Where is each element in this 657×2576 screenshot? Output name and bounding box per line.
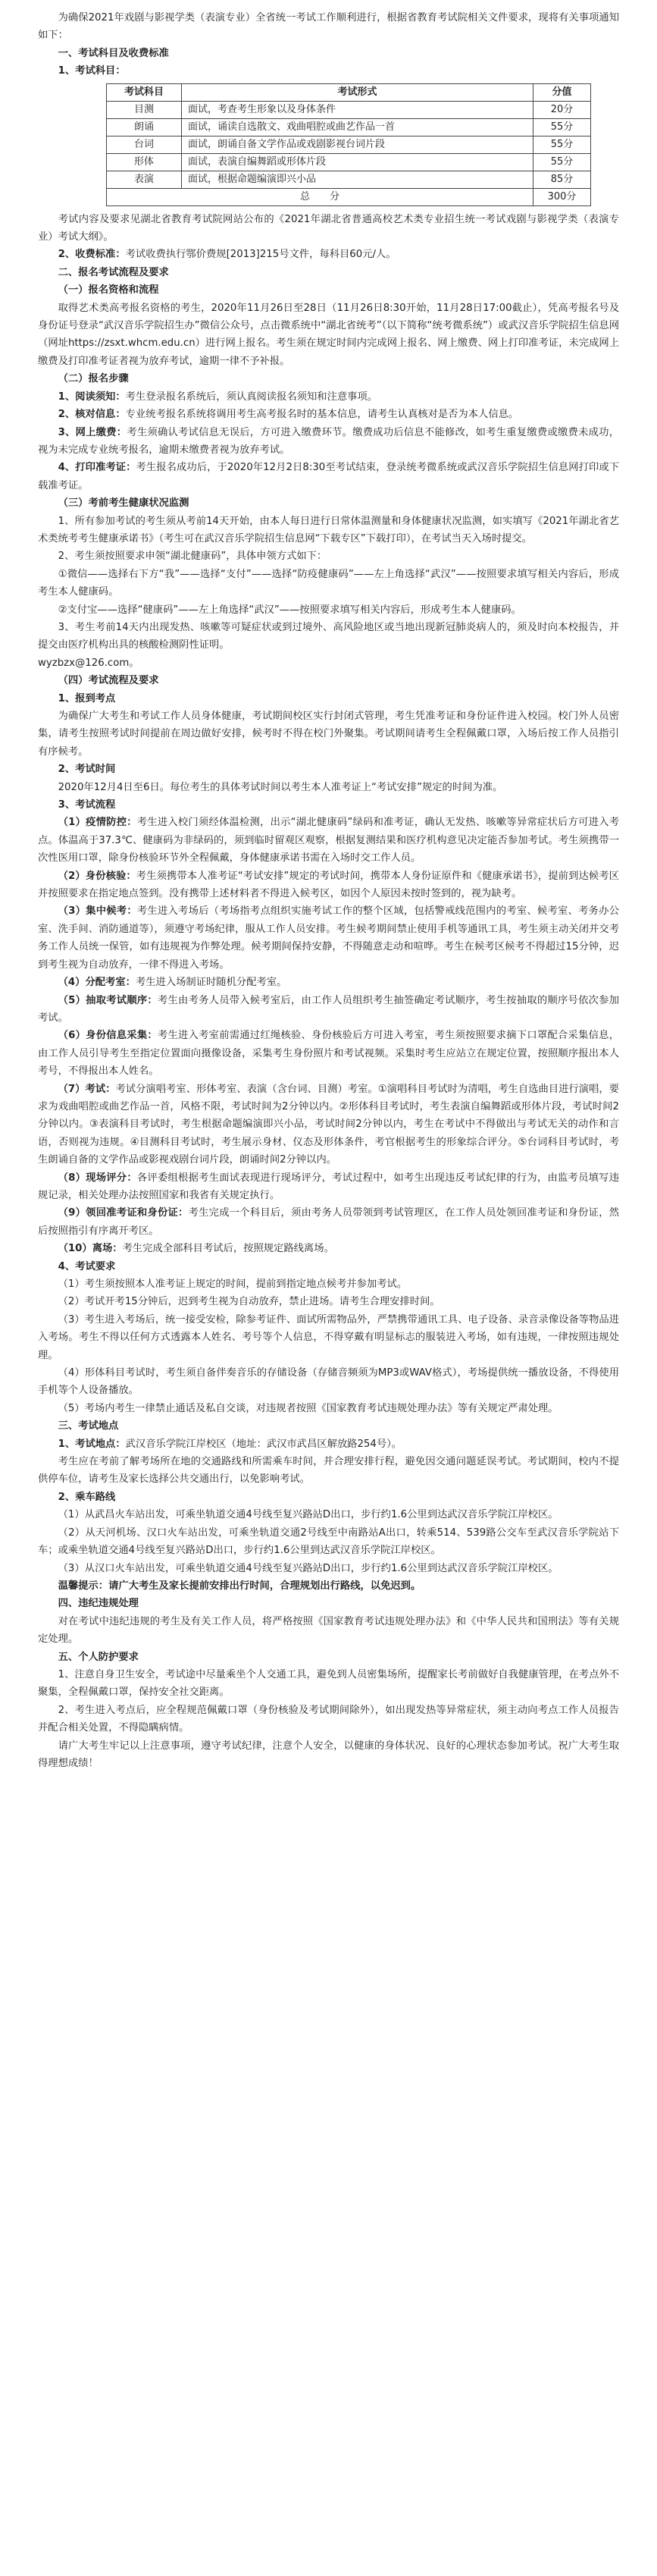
location-text: 武汉音乐学院江岸校区（地址：武汉市武昌区解放路254号）。 <box>125 1438 402 1450</box>
table-cell: 55分 <box>533 118 591 136</box>
location-paragraph: 考生应在考前了解考场所在地的交通路线和所需乘车时间，并合理安排行程，避免因交通问题延误考试。考试期间，校内不提供停车位，请考生及家长选择公共交通出行，以免影响考试。 <box>38 1456 619 1486</box>
fee-text: 考试收费执行鄂价费规[2013]215号文件，每科目60元/人。 <box>125 249 396 261</box>
closing-paragraph: 请广大考生牢记以上注意事项，遵守考试纪律，注意个人安全，以健康的身体状况、良好的心理状态参加考试。祝广大考生取得理想成绩！ <box>38 1740 619 1769</box>
procedure-text: 各评委组根据考生面试表现进行现场评分，考试过程中，如考生出现违反考试纪律的行为，由监考员填写违规记录，相关处理办法按照国家和我省有关规定执行。 <box>38 1172 619 1201</box>
exam-location <box>38 1435 619 1453</box>
section-4-heading: 四、违纪违规处理 <box>58 1598 139 1610</box>
table-row <box>107 101 591 118</box>
reminder-text: 请广大考生及家长提前安排出行时间，合理规划出行路线，以免迟到。 <box>108 1580 421 1592</box>
table-cell: 面试，诵读自选散文、戏曲唱腔或曲艺作品一首 <box>181 118 533 136</box>
check-in-heading: 1、报到考点 <box>58 692 116 704</box>
table-header-row <box>107 83 591 101</box>
procedure-text: 考生由考务人员带入候考室后，由工作人员组织考生抽签确定考试顺序，考生按抽取的顺序号依次参加考试。 <box>38 994 619 1024</box>
procedure-label: （7）考试： <box>58 1083 116 1095</box>
health-paragraph-3: 3、考生考前14天内出现发热、咳嗽等可疑症状或到过境外、高风险地区或当地出现新冠肺炎病人的，须及时向本校报告，并提交由医疗机构出具的核酸检测阴性证明。 <box>38 621 619 651</box>
procedure-item <box>38 902 619 974</box>
step-text: 考生须确认考试信息无误后，方可进入缴费环节。缴费成功后信息不能修改，如考生重复缴费或缴费未成功，视为未完成专业统考报名，逾期未缴费者视为放弃考试。 <box>38 426 619 456</box>
procedure-label: （5）抽取考试顺序： <box>58 994 158 1006</box>
procedure-label: （10）离场： <box>58 1243 123 1255</box>
section-3-heading: 三、考试地点 <box>58 1420 119 1432</box>
exam-time-paragraph: 2020年12月4日至6日。每位考生的具体考试时间以考生本人准考证上“考试安排”规定的时间为准。 <box>58 781 503 793</box>
exam-requirements-heading: 4、考试要求 <box>58 1260 116 1272</box>
table-cell: 朗诵 <box>107 118 182 136</box>
step-item <box>38 406 619 423</box>
section-1-heading: 一、考试科目及收费标准 <box>58 47 169 59</box>
health-alipay-steps: ②支付宝——选择“健康码”——左上角选择“武汉”——按照要求填写相关内容后，形成考生本人健康码。 <box>58 604 521 616</box>
step-text: 考生登录报名系统后，须认真阅读报名须知和注意事项。 <box>125 391 378 403</box>
table-cell: 表演 <box>107 171 182 188</box>
table-row <box>107 118 591 136</box>
total-value: 300分 <box>533 188 591 206</box>
fee-label: 2、收费标准： <box>58 249 126 261</box>
health-paragraph-1: 1、所有参加考试的考生须从考前14天开始，由本人每日进行日常体温测量和身体健康状况监测，如实填写《2021年湖北省艺术类统考考生健康承诺书》（考生可在武汉音乐学院招生信息网“下载专区”下载打印），在考试当天入场时提交。 <box>38 515 619 544</box>
table-cell: 台词 <box>107 136 182 153</box>
procedure-text: 考生进入校门须经体温检测，出示“湖北健康码”绿码和准考证，确认无发热、咳嗽等异常症状后方可进入考点。体温高于37.3℃、健康码为非绿码的，须到临时留观区观察，根据复测结果和医疗机构意见决定能否参加考试。考生须携带一次性医用口罩，除身份核验环节外全程佩戴，身体健康承诺书需在入场时交工作人员。 <box>38 817 619 864</box>
step-text: 专业统考报名系统将调用考生高考报名时的基本信息，请考生认真核对是否为本人信息。 <box>125 409 519 421</box>
table-cell: 目测 <box>107 101 182 118</box>
procedure-label: （4）分配考室： <box>58 977 136 989</box>
exam-procedure-heading: 3、考试流程 <box>58 799 116 811</box>
table-cell: 55分 <box>533 153 591 171</box>
requirement-item: （1）考生须按照本人准考证上规定的时间，提前到指定地点候考并参加考试。 <box>58 1279 408 1290</box>
procedure-item <box>38 868 619 903</box>
table-header-cell: 考试形式 <box>181 83 533 101</box>
step-text: 考生报名成功后，于2020年12月2日8:30至考试结束，登录统考微系统或武汉音乐学院招生信息网打印或下载准考证。 <box>38 462 619 491</box>
procedure-label: （8）现场评分： <box>58 1172 137 1184</box>
protection-paragraph-2: 2、考生进入考点后，应全程规范佩戴口罩（身份核验及考试期间除外），如出现发热等异常症状，须主动向考点工作人员报告并配合相关处置，不得隐瞒病情。 <box>38 1704 619 1734</box>
health-paragraph-2: 2、考生须按照要求申领“湖北健康码”，具体申领方式如下： <box>58 551 327 563</box>
procedure-label: （6）身份信息采集： <box>58 1030 158 1042</box>
route-item: （3）从汉口火车站出发，可乘坐轨道交通4号线至复兴路站D出口，步行约1.6公里到达武汉音乐学院江岸校区。 <box>58 1562 558 1574</box>
table-cell: 面试，根据命题编演即兴小品 <box>181 171 533 188</box>
procedure-text: 考生进入考场后（考场指考点组织实施考试工作的整个区域，包括警戒线范围内的考室、候考室、考务办公室、洗手间、消防通道等），须遵守考场纪律，服从工作人员安排。考生候考期间禁止使用手机等通讯工具，考生须主动关闭并交考务工作人员统一保管，如有违规视为作弊处理。候考期间保持安静，不得随意走动和喧哗。考生在候考区候考不得超过15分钟，迟到考生视为自动放弃，一律不得进入考场。 <box>38 905 619 971</box>
contact-email[interactable]: wyzbzx@126.com。 <box>38 657 139 669</box>
requirement-item: （2）考试开考15分钟后，迟到考生视为自动放弃，禁止进场。请考生合理安排时间。 <box>58 1296 440 1308</box>
fee-standard <box>38 246 619 263</box>
location-label: 1、考试地点： <box>58 1438 126 1450</box>
intro-paragraph: 为确保2021年戏剧与影视学类（表演专业）全省统一考试工作顺利进行，根据省教育考试院相关文件要求，现将有关事项通知如下： <box>38 12 619 42</box>
table-cell: 面试，朗诵自备文学作品或戏剧影视台词片段 <box>181 136 533 153</box>
requirement-item: （4）形体科目考试时，考生须自备伴奏音乐的存储设备（存储音频须为MP3或WAV格式），考场提供统一播放设备，不得使用手机等个人设备播放。 <box>38 1367 619 1397</box>
registration-heading: （一）报名资格和流程 <box>58 284 159 297</box>
table-cell: 面试，考查考生形象以及身体条件 <box>181 101 533 118</box>
table-row <box>107 136 591 153</box>
procedure-item <box>38 992 619 1028</box>
table-cell: 55分 <box>533 136 591 153</box>
step-item <box>38 424 619 460</box>
syllabus-note: 考试内容及要求见湖北省教育考试院网站公布的《2021年湖北省普通高校艺术类专业招生统一考试戏剧与影视学类（表演专业）考试大纲》。 <box>38 213 619 243</box>
step-label: 3、网上缴费： <box>58 426 127 438</box>
health-wechat-steps: ①微信——选择右下方“我”——选择“支付”——选择“防疫健康码”——左上角选择“武汉”——按照要求填写相关内容后，形成考生本人健康码。 <box>38 568 619 598</box>
step-item <box>38 388 619 406</box>
exam-time-heading: 2、考试时间 <box>58 764 116 776</box>
registration-steps-heading: （二）报名步骤 <box>58 373 129 385</box>
step-item <box>38 459 619 494</box>
procedure-item <box>38 814 619 867</box>
bus-route-heading: 2、乘车路线 <box>58 1491 116 1503</box>
warm-reminder <box>38 1577 619 1595</box>
step-label: 1、阅读须知： <box>58 391 126 403</box>
step-label: 4、打印准考证： <box>58 462 136 474</box>
section-5-heading: 五、个人防护要求 <box>58 1651 139 1663</box>
table-cell: 85分 <box>533 171 591 188</box>
procedure-label: （2）身份核验： <box>58 870 136 882</box>
registration-paragraph: 取得艺术类高考报名资格的考生，2020年11月26日至28日（11月26日8:30开始，11月28日17:00截止），凭高考报名号及身份证号登录“武汉音乐学院招生办”微信公众号，点击微系统中“湖北省统考”（以下简称“统考微系统”）或武汉音乐学院招生信息网（网址https://zsxt.whcm.edu.cn）进行网上报名。考生须在规定时间内完成网上报名、网上缴费、网上打印准考证，未完成网上缴费及打印准考证者视为放弃考试，逾期一律不予补报。 <box>38 302 619 367</box>
total-label: 总 分 <box>107 188 533 206</box>
table-header-cell: 考试科目 <box>107 83 182 101</box>
exam-flow-heading: （四）考试流程及要求 <box>58 675 159 687</box>
protection-paragraph-1: 1、注意自身卫生安全，考试途中尽量乘坐个人交通工具，避免到人员密集场所，提醒家长考前做好自我健康管理，在考点外不聚集，全程佩戴口罩，保持安全社交距离。 <box>38 1668 619 1699</box>
table-row <box>107 153 591 171</box>
procedure-item <box>38 974 619 991</box>
violation-paragraph: 对在考试中违纪违规的考生及有关工作人员，将严格按照《国家教育考试违规处理办法》和《中华人民共和国刑法》等有关规定处理。 <box>38 1615 619 1646</box>
procedure-text: 考生须携带本人准考证“考试安排”规定的考试时间，携带本人身份证原件和《健康承诺书》，提前到达候考区并按照要求在指定地点签到。没有携带上述材料者不得进入候考区，如因个人原因未按时签到的，视为缺考。 <box>38 870 619 900</box>
requirement-item: （3）考生进入考场后，统一接受安检，除参考证件、面试所需物品外，严禁携带通讯工具、电子设备、录音录像设备等物品进入考场。考生不得以任何方式透露本人姓名、考号等个人信息，不得穿戴有明显标志的服装进入考场，如有违规，一律按照违规处理。 <box>38 1313 619 1361</box>
procedure-label: （1）疫情防控： <box>58 817 137 829</box>
route-item: （1）从武昌火车站出发，可乘坐轨道交通4号线至复兴路站D出口，步行约1.6公里到达武汉音乐学院江岸校区。 <box>58 1509 558 1521</box>
procedure-item <box>38 1081 619 1169</box>
table-cell: 形体 <box>107 153 182 171</box>
procedure-item <box>38 1240 619 1257</box>
route-item: （2）从天河机场、汉口火车站出发，可乘坐轨道交通2号线至中南路站A出口，转乘514、539路公交车至武汉音乐学院站下车；或乘坐轨道交通4号线至复兴路站D出口，步行约1.6公里到达武汉音乐学院江岸校区。 <box>38 1526 619 1557</box>
procedure-text: 考生完成全部科目考试后，按照规定路线离场。 <box>122 1243 334 1255</box>
procedure-label: （3）集中候考： <box>58 905 137 918</box>
table-cell: 面试，表演自编舞蹈或形体片段 <box>181 153 533 171</box>
procedure-text: 考试分演唱考室、形体考室、表演（含台词、目测）考室。①演唱科目考试时为清唱，考生自选曲目进行演唱，要求为戏曲唱腔或曲艺作品一首，风格不限，考试时间为2分钟以内。②形体科目考试时，考生表演自编舞蹈或形体片段，考试时间2分钟以内。③表演科目考试时，考生根据命题编演即兴小品，考试时间2分钟以内，考生在考试中不得做出与考试无关的动作和言语，否则视为违规。④目测科目考试时，考生展示身材、仪态及形体条件，考官根据考生的形象综合评分。⑤台词科目考试时，考生朗诵自备的文学作品或影视戏剧台词片段，朗诵时间2分钟以内。 <box>38 1083 619 1166</box>
exam-subjects-table <box>106 83 591 206</box>
reminder-label: 温馨提示： <box>58 1580 109 1592</box>
check-in-paragraph: 为确保广大考生和考试工作人员身体健康，考试期间校区实行封闭式管理，考生凭准考证和身份证件进入校园。校门外人员密集，请考生按照考试时间提前在周边做好安排，候考时不得在校门外聚集。考试期间请考生全程佩戴口罩，入场后按工作人员指引有序候考。 <box>38 711 619 758</box>
section-2-heading: 二、报名考试流程及要求 <box>58 266 169 278</box>
procedure-item <box>38 1169 619 1205</box>
table-total-row <box>107 188 591 206</box>
procedure-label: （9）领回准考证和身份证： <box>58 1207 189 1219</box>
requirement-item: （5）考场内考生一律禁止通话及私自交谈，对违规者按照《国家教育考试违规处理办法》等有关规定严肃处理。 <box>58 1402 558 1414</box>
procedure-text: 考生进入场制证时随机分配考室。 <box>135 977 287 989</box>
subject-list-heading: 1、考试科目： <box>58 65 126 77</box>
health-monitoring-heading: （三）考前考生健康状况监测 <box>58 497 189 510</box>
procedure-text: 考生完成一个科目后，须由考务人员带领到考试管理区，在工作人员处领回准考证和身份证，然后按照指引有序离开考区。 <box>38 1207 619 1237</box>
procedure-text: 考生进入考室前需通过红绳核验、身份核验后方可进入考室，考生须按照要求摘下口罩配合采集信息，由工作人员引导考生至指定位置面向摄像设备，采集考生身份照片和考试视频。采集时考生应站立在规定位置，按照顺序报出本人考号，不得报出本人姓名。 <box>38 1030 619 1078</box>
table-cell: 20分 <box>533 101 591 118</box>
table-header-cell: 分值 <box>533 83 591 101</box>
procedure-item <box>38 1027 619 1080</box>
table-row <box>107 171 591 188</box>
step-label: 2、核对信息： <box>58 409 126 421</box>
procedure-item <box>38 1204 619 1240</box>
